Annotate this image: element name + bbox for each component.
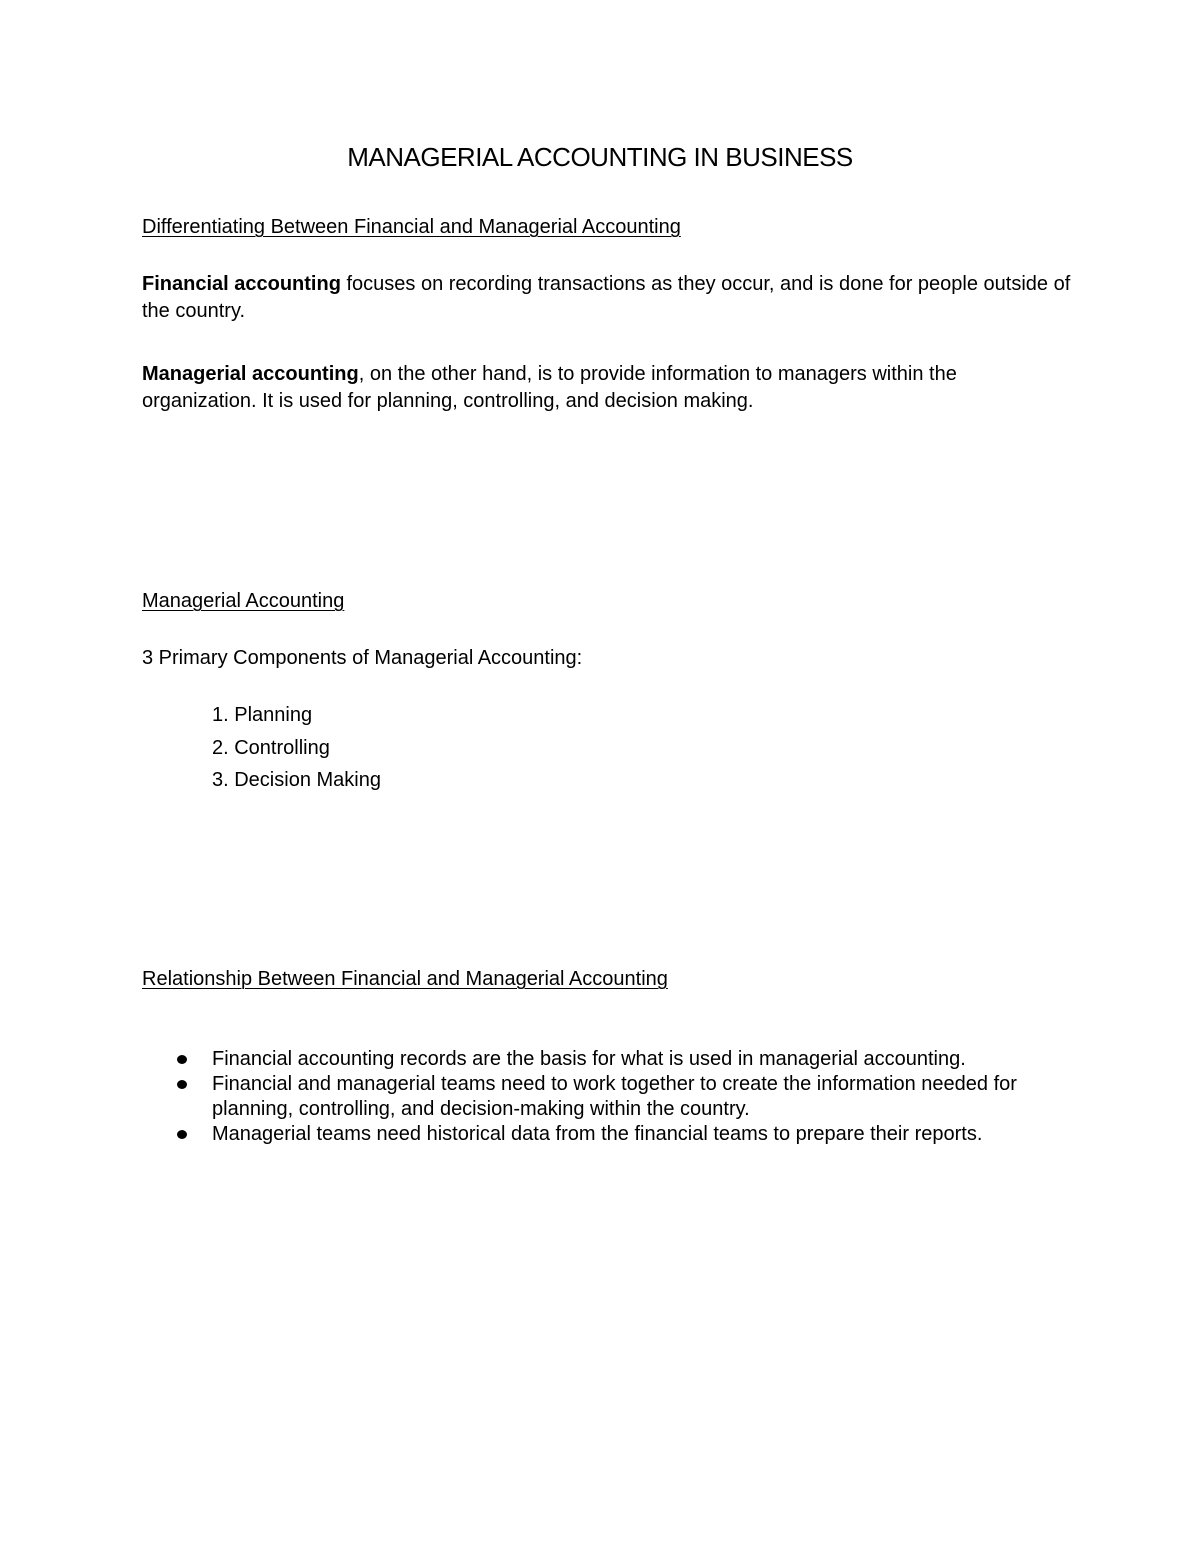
list-item: [142, 1122, 1072, 1147]
paragraph-financial-accounting-text: focuses on recording transactions as they occur, and is done for people outside of the country.: [142, 273, 1071, 322]
paragraph-managerial-accounting: [142, 361, 1072, 415]
list-item: [142, 1072, 1072, 1122]
list-item: 1. Planning: [212, 704, 313, 726]
paragraph-financial-accounting: [142, 271, 1072, 325]
paragraph-managerial-accounting-text: , on the other hand, is to provide information to managers within the organization. It is used for planning, controlling, and decision making.: [142, 363, 957, 412]
bullet-icon: [177, 1080, 187, 1089]
bullet-text: Financial and managerial teams need to work together to create the information needed for planning, controlling, and decision-making within the country.: [212, 1073, 1017, 1120]
list-item: 3. Decision Making: [212, 769, 381, 791]
section-heading-managerial-accounting: Managerial Accounting: [142, 590, 345, 612]
components-intro: 3 Primary Components of Managerial Accounting:: [142, 647, 583, 669]
document-title: MANAGERIAL ACCOUNTING IN BUSINESS: [347, 142, 853, 172]
bullet-icon: [177, 1055, 187, 1064]
bullet-text: Financial accounting records are the basis for what is used in managerial accounting.: [212, 1048, 966, 1070]
bullet-icon: [177, 1130, 187, 1139]
components-list: [212, 703, 381, 801]
relationship-bullet-list: [142, 1047, 1072, 1147]
term-financial-accounting: Financial accounting: [142, 273, 341, 295]
term-managerial-accounting: Managerial accounting: [142, 363, 359, 385]
bullet-text: Managerial teams need historical data from the financial teams to prepare their reports.: [212, 1123, 983, 1145]
list-item: 2. Controlling: [212, 736, 330, 759]
section-heading-differentiating: Differentiating Between Financial and Managerial Accounting: [142, 216, 681, 238]
list-item: [142, 1047, 1072, 1072]
section-heading-relationship: Relationship Between Financial and Managerial Accounting: [142, 968, 668, 990]
